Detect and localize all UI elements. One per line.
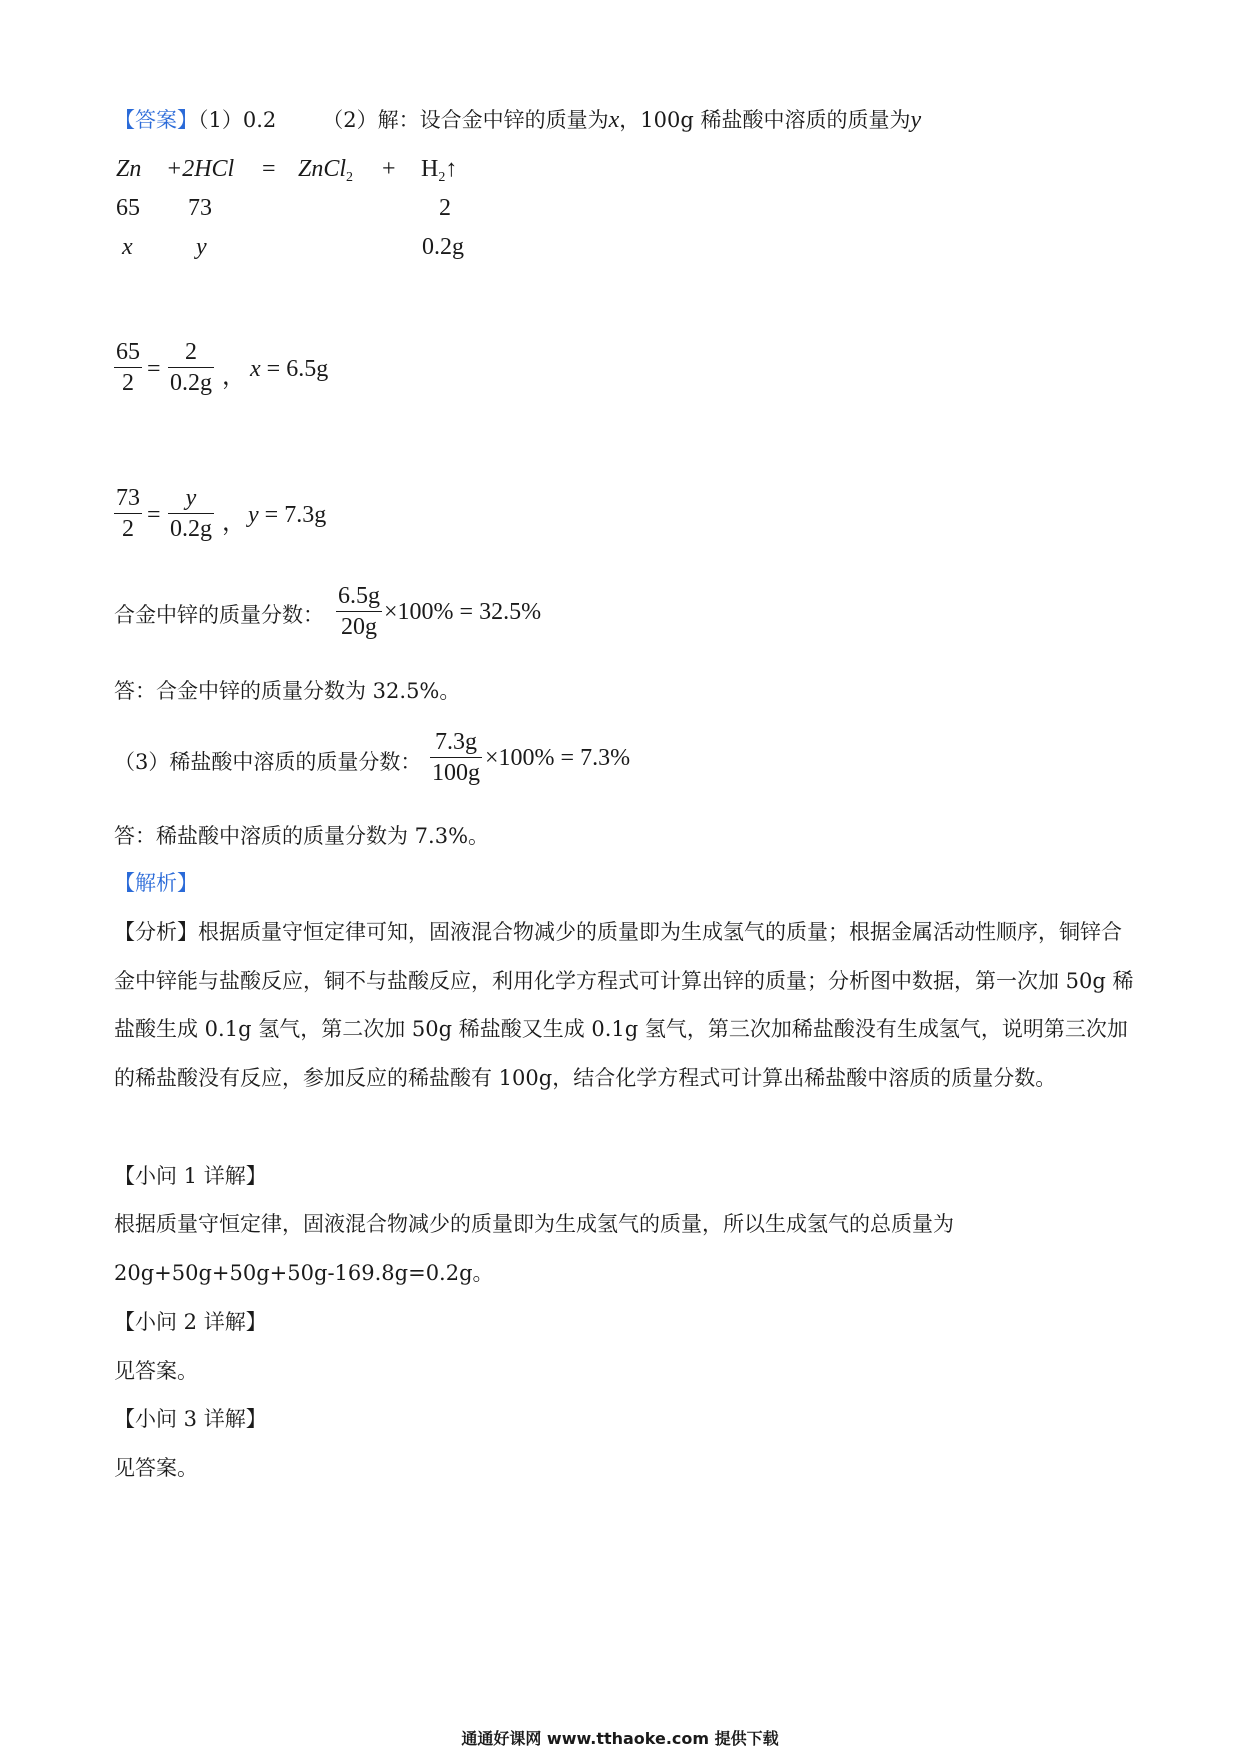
reaction-equals: = <box>262 156 276 182</box>
reactant-zn: Zn <box>116 156 142 182</box>
unknown-hcl: y <box>196 234 207 260</box>
zinc-fraction: 6.5g 20g <box>338 583 380 640</box>
page-footer: 通通好课网 www.tthaoke.com 提供下载 <box>461 1729 779 1748</box>
answer-part1: （1）0.2 <box>198 108 277 132</box>
gas-arrow-icon: ↑ <box>445 156 458 182</box>
product-h2: $H_2↑$ <box>421 156 458 185</box>
eq1-separator: ， <box>222 364 246 390</box>
acid-fraction-rest: ×100% = 7.3% <box>485 745 631 771</box>
known-h2: 0.2g <box>422 234 464 260</box>
eq1-left-fraction: 65 2 <box>116 339 140 396</box>
var-x: x <box>608 107 620 133</box>
answer-tag: 【答案】 <box>114 108 198 132</box>
eq2-right-fraction: y 0.2g <box>170 485 212 542</box>
q3-text: 见答案。 <box>114 1456 198 1480</box>
eq2-result: y = 7.3g <box>248 502 327 528</box>
acid-fraction-label: （3）稀盐酸中溶质的质量分数： <box>114 750 422 774</box>
unknown-zn: x <box>122 234 133 260</box>
q1-line2: 20g+50g+50g+50g-169.8g=0.2g。 <box>114 1261 494 1285</box>
acid-fraction: 7.3g 100g <box>432 729 480 786</box>
reaction-plus: + <box>382 156 396 182</box>
reactant-hcl: +2HCl <box>166 156 235 182</box>
eq1-equals: = <box>147 356 161 382</box>
eq2-left-fraction: 73 2 <box>116 485 140 542</box>
var-y: y <box>910 107 922 133</box>
answer-part2-intro: （2）解：设合金中锌的质量为 <box>322 108 609 132</box>
eq1-right-fraction: 2 0.2g <box>170 339 212 396</box>
q2-text: 见答案。 <box>114 1359 198 1383</box>
mass-h2: 2 <box>439 195 451 221</box>
zinc-fraction-label: 合金中锌的质量分数： <box>114 603 324 627</box>
q1-title: 【小问 1 详解】 <box>114 1164 267 1188</box>
answer-line <box>114 106 921 134</box>
product-zncl2: ZnCl$_2$ <box>298 156 354 185</box>
q3-title: 【小问 3 详解】 <box>114 1407 267 1431</box>
answer-part2-mid: ，100g 稀盐酸中溶质的质量为 <box>619 108 911 132</box>
zinc-answer: 答：合金中锌的质量分数为 32.5%。 <box>114 679 461 703</box>
eq1-result: x = 6.5g <box>250 356 329 382</box>
eq2-separator: ， <box>222 510 246 536</box>
zinc-fraction-rest: ×100% = 32.5% <box>384 599 542 625</box>
q1-line1: 根据质量守恒定律，固液混合物减少的质量即为生成氢气的质量，所以生成氢气的总质量为 <box>114 1212 954 1236</box>
mass-hcl: 73 <box>188 195 212 221</box>
analysis-tag: 【解析】 <box>114 871 198 895</box>
q2-title: 【小问 2 详解】 <box>114 1310 267 1334</box>
eq2-equals: = <box>147 502 161 528</box>
mass-zn: 65 <box>116 195 140 221</box>
analysis-paragraph: 【分析】根据质量守恒定律可知，固液混合物减少的质量即为生成氢气的质量；根据金属活动性顺序，铜锌合金中锌能与盐酸反应，铜不与盐酸反应，利用化学方程式可计算出锌的质量；分析图中数据，第一次加 50g 稀盐酸生成 0.1g 氢气，第二次加 50g 稀盐酸又生成 0.1g 氢气，第三次加稀盐酸没有生成氢气，说明第三次加的稀盐酸没有反应，参加反应的稀盐酸有 100g，结合化学方程式可计算出稀盐酸中溶质的质量分数。 <box>114 920 1134 1090</box>
acid-answer: 答：稀盐酸中溶质的质量分数为 7.3%。 <box>114 824 490 848</box>
